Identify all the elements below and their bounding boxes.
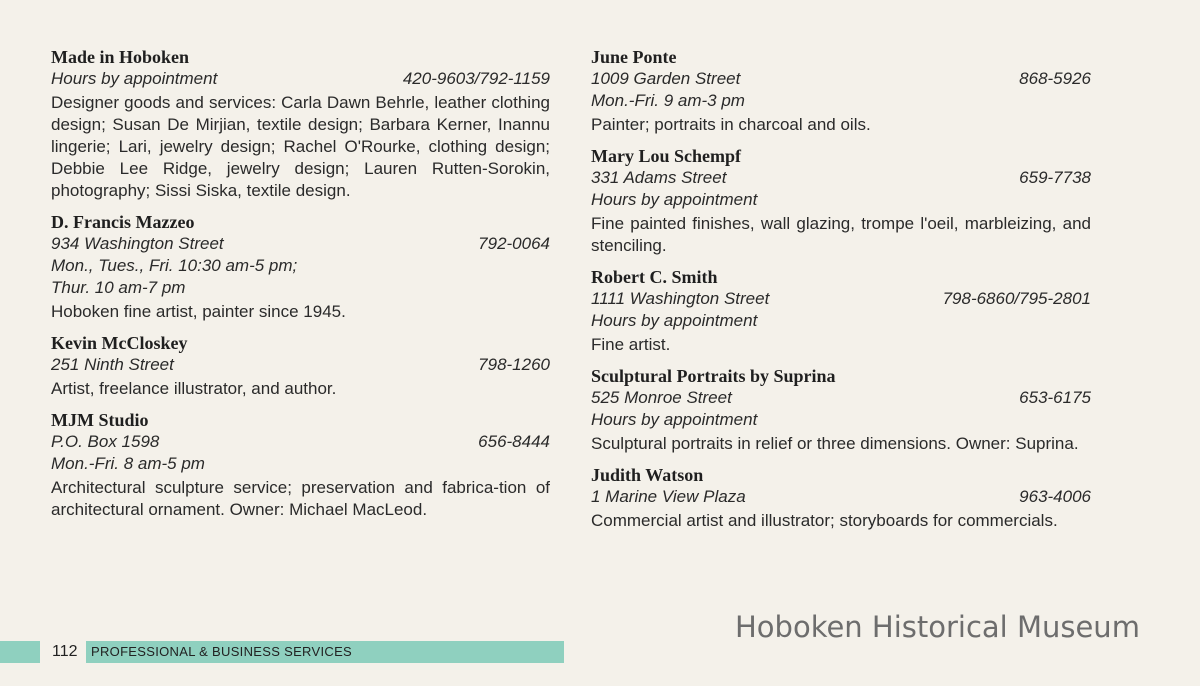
entry-description: Painter; portraits in charcoal and oils. <box>591 115 871 134</box>
entry-detail-line <box>591 167 1091 189</box>
entry-detail-text: P.O. Box 1598 <box>51 432 160 451</box>
entry-phone: 659-7738 <box>1019 168 1091 187</box>
entry-phone: 798-1260 <box>478 355 550 374</box>
entry-detail-text: 1 Marine View Plaza <box>591 487 746 506</box>
entry-detail-line <box>591 387 1091 409</box>
entry-detail-text: Hours by appointment <box>591 311 758 330</box>
entry-phone: 653-6175 <box>1019 388 1091 407</box>
entry-detail-line <box>51 431 550 453</box>
entry-name: Kevin McCloskey <box>51 333 188 353</box>
entry-detail-text: Hours by appointment <box>51 69 218 88</box>
entry-detail-text: Mon., Tues., Fri. 10:30 am-5 pm; <box>51 256 298 275</box>
directory-entry <box>591 145 1091 257</box>
entry-name: Sculptural Portraits by Suprina <box>591 366 836 386</box>
directory-entry <box>591 365 1091 455</box>
directory-entry <box>591 266 1091 356</box>
entry-description: Hoboken fine artist, painter since 1945. <box>51 302 346 321</box>
entry-detail-text: Mon.-Fri. 9 am-3 pm <box>591 91 745 110</box>
entry-detail-text: 1009 Garden Street <box>591 69 741 88</box>
entry-description: Fine painted finishes, wall glazing, trompe l'oeil, marbleizing, and stenciling. <box>591 214 1091 255</box>
watermark-text: Hoboken Historical Museum <box>735 610 1140 644</box>
directory-entry <box>51 332 550 400</box>
directory-entry <box>51 46 550 202</box>
entry-detail-line <box>591 310 1091 332</box>
entry-description: Architectural sculpture service; preservation and fabrica-tion of architectural ornament. Owner: Michael MacLeod. <box>51 478 550 519</box>
entry-detail-line <box>591 409 1091 431</box>
entry-detail-text: 525 Monroe Street <box>591 388 732 407</box>
page-number: 112 <box>0 641 86 663</box>
entry-description: Fine artist. <box>591 335 671 354</box>
entry-detail-line <box>591 288 1091 310</box>
page-footer <box>0 641 564 663</box>
entry-name: Made in Hoboken <box>51 47 190 67</box>
entry-phone: 963-4006 <box>1019 487 1091 506</box>
entry-detail-line <box>51 453 550 475</box>
entry-description: Commercial artist and illustrator; storyboards for commercials. <box>591 511 1058 530</box>
entry-phone: 420-9603/792-1159 <box>402 69 550 88</box>
entry-detail-text: Hours by appointment <box>591 190 758 209</box>
directory-entry <box>51 211 550 323</box>
entry-detail-line <box>591 189 1091 211</box>
entry-detail-text: 934 Washington Street <box>51 234 224 253</box>
entry-detail-line <box>591 68 1091 90</box>
right-column <box>591 46 1091 541</box>
section-title: PROFESSIONAL & BUSINESS SERVICES <box>86 641 564 663</box>
entry-name: D. Francis Mazzeo <box>51 212 195 232</box>
entry-detail-text: Hours by appointment <box>591 410 758 429</box>
entry-phone: 792-0064 <box>478 234 550 253</box>
entry-name: Mary Lou Schempf <box>591 146 741 166</box>
directory-entry <box>591 464 1091 532</box>
entry-description: Artist, freelance illustrator, and author. <box>51 379 337 398</box>
entry-name: June Ponte <box>591 47 677 67</box>
left-column <box>51 46 550 530</box>
entry-name: Robert C. Smith <box>591 267 718 287</box>
entry-detail-line <box>51 277 550 299</box>
entry-detail-line <box>51 68 550 90</box>
entry-phone: 798-6860/795-2801 <box>942 289 1091 308</box>
entry-description: Designer goods and services: Carla Dawn Behrle, leather clothing design; Susan De Mirjian, textile design; Barbara Kerner, Inannu lingerie; Lari, jewelry design; Rachel O'Rourke, clothing design; Debbie Lee Ridge, jewelry design; Lauren Rutten-Sorokin, photography; Sissi Siska, textile design. <box>51 93 550 200</box>
entry-detail-line <box>591 486 1091 508</box>
entry-name: Judith Watson <box>591 465 704 485</box>
entry-detail-line <box>591 90 1091 112</box>
directory-entry <box>591 46 1091 136</box>
entry-phone: 656-8444 <box>478 432 550 451</box>
entry-detail-line <box>51 255 550 277</box>
entry-detail-text: 331 Adams Street <box>591 168 727 187</box>
directory-entry <box>51 409 550 521</box>
entry-detail-text: Thur. 10 am-7 pm <box>51 278 186 297</box>
entry-detail-text: 1111 Washington Street <box>591 289 770 308</box>
entry-phone: 868-5926 <box>1019 69 1091 88</box>
entry-name: MJM Studio <box>51 410 149 430</box>
entry-detail-line <box>51 354 550 376</box>
entry-detail-text: Mon.-Fri. 8 am-5 pm <box>51 454 205 473</box>
entry-description: Sculptural portraits in relief or three dimensions. Owner: Suprina. <box>591 434 1079 453</box>
entry-detail-line <box>51 233 550 255</box>
entry-detail-text: 251 Ninth Street <box>51 355 174 374</box>
